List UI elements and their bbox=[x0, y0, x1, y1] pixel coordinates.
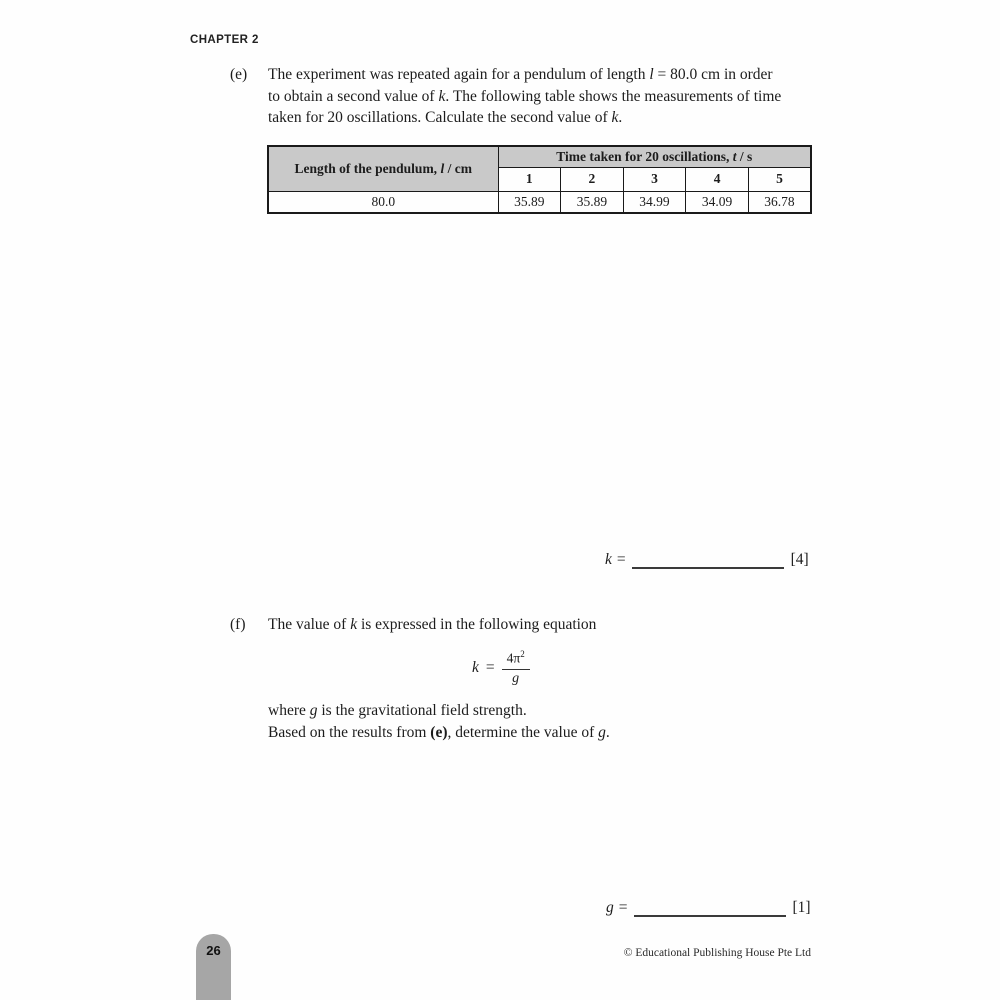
bold-ref-e: (e) bbox=[430, 724, 448, 741]
time-value-cell-1: 35.89 bbox=[498, 191, 561, 213]
time-value-cell-4: 34.09 bbox=[686, 191, 749, 213]
text-run: 4π bbox=[506, 650, 521, 666]
text-run: is the gravitational field strength. bbox=[317, 702, 527, 719]
question-e-line3 bbox=[268, 107, 814, 129]
text-run: to obtain a second value of bbox=[268, 87, 439, 105]
question-f-label: (f) bbox=[230, 616, 246, 633]
marks-badge-k: [4] bbox=[790, 551, 809, 568]
page-number: 26 bbox=[206, 943, 221, 958]
length-value-cell: 80.0 bbox=[268, 191, 498, 213]
question-e-label: (e) bbox=[230, 66, 248, 83]
equation-k bbox=[472, 649, 530, 687]
length-header-cell bbox=[268, 146, 498, 191]
math-var-k: k bbox=[611, 109, 619, 126]
time-value-cell-2: 35.89 bbox=[561, 191, 624, 213]
answer-blank-g bbox=[634, 900, 786, 917]
time-value-cell-3: 34.99 bbox=[623, 191, 686, 213]
text-run: , determine the value of bbox=[447, 724, 599, 741]
fraction-numerator bbox=[502, 649, 530, 670]
fraction bbox=[502, 649, 530, 687]
text-run: . bbox=[605, 724, 610, 741]
time-value-cell-5: 36.78 bbox=[748, 191, 811, 213]
math-var-k: k bbox=[605, 551, 612, 568]
math-var-k: k bbox=[438, 87, 446, 105]
text-run: Length of the pendulum, bbox=[294, 160, 441, 176]
fraction-denominator bbox=[502, 670, 530, 687]
measurement-table bbox=[267, 145, 812, 214]
text-run: where bbox=[268, 702, 310, 719]
trial-cell-2: 2 bbox=[561, 167, 624, 191]
text-run: The value of bbox=[268, 616, 351, 633]
equals-sign: = bbox=[485, 658, 495, 676]
question-e-text bbox=[268, 64, 814, 129]
where-line bbox=[268, 702, 527, 720]
text-run: / s bbox=[736, 148, 753, 164]
text-run: taken for 20 oscillations. Calculate the second value of bbox=[268, 109, 612, 126]
question-f-text bbox=[268, 614, 814, 636]
answer-line-k bbox=[605, 551, 809, 569]
math-var-g: g bbox=[598, 724, 606, 741]
text-run: = 80.0 cm in order bbox=[653, 66, 773, 83]
based-line bbox=[268, 724, 610, 742]
math-var-l: l bbox=[649, 66, 654, 83]
time-header-cell bbox=[498, 146, 811, 167]
text-run: The experiment was repeated again for a pendulum of length bbox=[268, 66, 650, 83]
exponent: 2 bbox=[520, 649, 525, 659]
math-var-k: k bbox=[350, 616, 358, 633]
text-run: . bbox=[618, 109, 623, 126]
answer-line-g bbox=[606, 899, 811, 917]
values-row bbox=[268, 191, 811, 213]
question-e-line2 bbox=[268, 86, 814, 108]
text-run: is expressed in the following equation bbox=[357, 616, 597, 633]
math-var-k: k bbox=[472, 658, 479, 676]
text-run: . The following table shows the measurements of time bbox=[445, 87, 782, 105]
math-var-t: t bbox=[732, 148, 737, 164]
page-number-tab bbox=[196, 934, 231, 1000]
math-var-g: g bbox=[309, 702, 318, 719]
math-var-g: g bbox=[606, 899, 614, 916]
text-run: Time taken for 20 oscillations, bbox=[556, 148, 733, 164]
equals-sign: = bbox=[616, 551, 626, 568]
marks-badge-g: [1] bbox=[792, 899, 811, 916]
trial-cell-4: 4 bbox=[686, 167, 749, 191]
question-f bbox=[230, 614, 814, 636]
text-run: Based on the results from bbox=[268, 724, 431, 741]
math-var-l: l bbox=[440, 160, 445, 176]
copyright-text: © Educational Publishing House Pte Ltd bbox=[623, 947, 811, 959]
question-e bbox=[230, 64, 814, 129]
trial-cell-3: 3 bbox=[623, 167, 686, 191]
question-e-line1 bbox=[268, 64, 814, 86]
chapter-label: CHAPTER 2 bbox=[190, 34, 259, 46]
trial-cell-1: 1 bbox=[498, 167, 561, 191]
text-run: / cm bbox=[444, 160, 472, 176]
equals-sign: = bbox=[618, 899, 628, 916]
math-var-g: g bbox=[512, 670, 520, 686]
trial-cell-5: 5 bbox=[748, 167, 811, 191]
answer-blank-k bbox=[632, 552, 784, 569]
